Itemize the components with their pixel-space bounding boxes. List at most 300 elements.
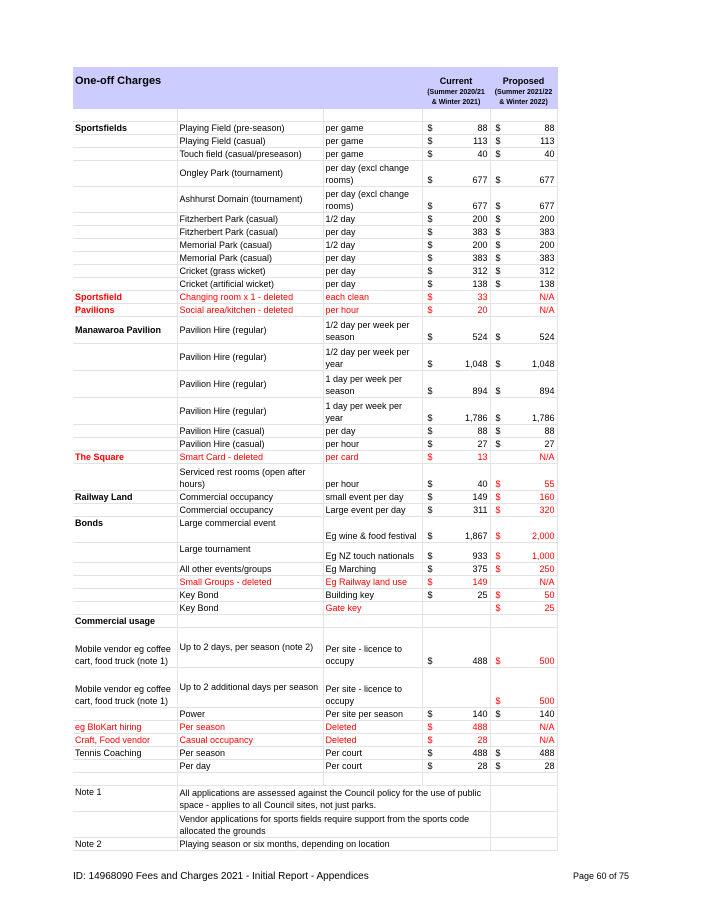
proposed-fee-value: 200	[539, 213, 555, 224]
current-fee	[422, 503, 490, 516]
current-fee	[422, 225, 490, 238]
note-label: Note 1	[73, 785, 177, 811]
row-unit: 1/2 day	[323, 212, 422, 225]
current-fee-value: 25	[477, 589, 488, 600]
note-text: Vendor applications for sports fields require support from the sports code allocated the grounds	[177, 811, 490, 837]
row-section	[73, 759, 177, 772]
proposed-fee-value: N/A	[539, 304, 555, 315]
row-unit: Eg Railway land use	[323, 575, 422, 588]
proposed-fee-value: 2,000	[531, 530, 555, 541]
current-fee	[422, 588, 490, 601]
table-row	[73, 186, 557, 212]
row-section: Pavilions	[73, 303, 177, 316]
current-fee	[422, 277, 490, 290]
row-section	[73, 264, 177, 277]
current-fee	[422, 575, 490, 588]
currency-symbol: $	[427, 304, 433, 315]
currency-symbol: $	[427, 239, 433, 250]
row-section: Craft, Food vendor	[73, 733, 177, 746]
row-unit: Per site - licence to occupy	[323, 627, 422, 667]
row-item: Casual occupancy	[177, 733, 323, 746]
note-row	[73, 811, 557, 837]
currency-symbol: $	[495, 226, 501, 237]
row-section: Sportsfields	[73, 121, 177, 134]
current-fee	[422, 627, 490, 667]
current-fee	[422, 343, 490, 370]
proposed-fee	[490, 562, 557, 575]
current-fee-value: 383	[472, 226, 488, 237]
currency-symbol: $	[495, 491, 501, 502]
row-section	[73, 277, 177, 290]
proposed-fee	[490, 575, 557, 588]
row-section	[73, 370, 177, 397]
row-item: Key Bond	[177, 601, 323, 614]
row-item: Pavilion Hire (regular)	[177, 343, 323, 370]
proposed-fee-value: 140	[539, 708, 555, 719]
row-item: All other events/groups	[177, 562, 323, 575]
currency-symbol: $	[427, 385, 433, 396]
row-unit: Eg Marching	[323, 562, 422, 575]
currency-symbol: $	[427, 734, 433, 745]
current-fee	[422, 147, 490, 160]
currency-symbol: $	[427, 550, 433, 561]
current-fee	[422, 238, 490, 251]
proposed-period: (Summer 2021/22 & Winter 2022)	[490, 87, 557, 108]
current-fee-value: 488	[472, 721, 488, 732]
row-unit: 1 day per week per season	[323, 370, 422, 397]
currency-symbol: $	[427, 576, 433, 587]
row-unit: per card	[323, 450, 422, 463]
row-section	[73, 212, 177, 225]
row-unit: per day (excl change rooms)	[323, 186, 422, 212]
row-item: Playing Field (casual)	[177, 134, 323, 147]
table-row	[73, 225, 557, 238]
current-fee-value: 88	[477, 122, 488, 133]
row-item: Touch field (casual/preseason)	[177, 147, 323, 160]
proposed-fee-value: 55	[544, 478, 555, 489]
currency-symbol: $	[427, 135, 433, 146]
row-unit: 1/2 day per week per year	[323, 343, 422, 370]
proposed-fee	[490, 759, 557, 772]
proposed-fee-value: 25	[544, 602, 555, 613]
row-section	[73, 147, 177, 160]
proposed-fee-value: 383	[539, 252, 555, 263]
proposed-fee-value: 88	[544, 122, 555, 133]
table-row	[73, 707, 557, 720]
current-fee-value: 88	[477, 425, 488, 436]
currency-symbol: $	[495, 425, 501, 436]
row-item	[177, 614, 323, 627]
row-item: Power	[177, 707, 323, 720]
row-unit: small event per day	[323, 490, 422, 503]
proposed-fee-value: 524	[539, 331, 555, 342]
row-item: Key Bond	[177, 588, 323, 601]
current-fee	[422, 424, 490, 437]
row-unit: per hour	[323, 463, 422, 490]
proposed-fee-value: 50	[544, 589, 555, 600]
current-fee-value: 894	[472, 385, 488, 396]
row-unit: Building key	[323, 588, 422, 601]
table-row	[73, 575, 557, 588]
row-unit: per hour	[323, 303, 422, 316]
current-fee	[422, 134, 490, 147]
row-item: Up to 2 additional days per season	[177, 667, 323, 707]
row-section	[73, 562, 177, 575]
table-row	[73, 746, 557, 759]
currency-symbol: $	[495, 252, 501, 263]
current-fee-value: 524	[472, 331, 488, 342]
current-fee	[422, 264, 490, 277]
row-unit: per day (excl change rooms)	[323, 160, 422, 186]
current-fee	[422, 733, 490, 746]
current-fee-value: 149	[472, 576, 488, 587]
spacer-row	[73, 772, 557, 785]
currency-symbol: $	[495, 504, 501, 515]
row-section	[73, 251, 177, 264]
current-fee-value: 311	[473, 504, 488, 515]
row-item: Changing room x 1 - deleted	[177, 290, 323, 303]
currency-symbol: $	[495, 122, 501, 133]
table-row	[73, 290, 557, 303]
table-row	[73, 343, 557, 370]
table-row	[73, 277, 557, 290]
proposed-fee-value: 488	[539, 747, 555, 758]
current-fee	[422, 614, 490, 627]
row-section: Commercial usage	[73, 614, 177, 627]
row-item: Cricket (grass wicket)	[177, 264, 323, 277]
row-item: Per season	[177, 720, 323, 733]
row-section	[73, 588, 177, 601]
currency-symbol: $	[495, 213, 501, 224]
proposed-fee	[490, 516, 557, 542]
current-fee	[422, 601, 490, 614]
row-item: Pavilion Hire (regular)	[177, 370, 323, 397]
row-item: Social area/kitchen - deleted	[177, 303, 323, 316]
current-fee-value: 200	[472, 213, 488, 224]
currency-symbol: $	[427, 708, 433, 719]
proposed-fee	[490, 160, 557, 186]
proposed-fee-value: 500	[539, 655, 555, 666]
row-section	[73, 186, 177, 212]
row-item: Fitzherbert Park (casual)	[177, 212, 323, 225]
currency-symbol: $	[495, 602, 501, 613]
row-unit: per game	[323, 134, 422, 147]
currency-symbol: $	[427, 278, 433, 289]
currency-symbol: $	[495, 550, 501, 561]
row-unit: Per site - licence to occupy	[323, 667, 422, 707]
current-period: (Summer 2020/21 & Winter 2021)	[422, 87, 490, 108]
row-section	[73, 707, 177, 720]
row-section: Sportsfield	[73, 290, 177, 303]
table-row	[73, 733, 557, 746]
currency-symbol: $	[427, 148, 433, 159]
current-fee	[422, 437, 490, 450]
proposed-fee-value: N/A	[539, 291, 555, 302]
current-fee	[422, 370, 490, 397]
currency-symbol: $	[427, 226, 433, 237]
row-section	[73, 134, 177, 147]
current-fee-value: 383	[472, 252, 488, 263]
currency-symbol: $	[495, 239, 501, 250]
table-row	[73, 627, 557, 667]
row-item: Ongley Park (tournament)	[177, 160, 323, 186]
row-section	[73, 601, 177, 614]
current-fee-value: 312	[472, 265, 488, 276]
proposed-fee-value: 500	[539, 695, 555, 706]
current-fee	[422, 562, 490, 575]
row-unit: per day	[323, 225, 422, 238]
current-fee-value: 28	[477, 760, 488, 771]
row-section	[73, 542, 177, 562]
current-fee	[422, 667, 490, 707]
currency-symbol: $	[495, 265, 501, 276]
row-unit: Eg wine & food festival	[323, 516, 422, 542]
proposed-fee-value: N/A	[539, 451, 555, 462]
row-section: eg BloKart hiring	[73, 720, 177, 733]
proposed-fee-value: 677	[539, 174, 555, 185]
row-unit: per hour	[323, 437, 422, 450]
row-item: Pavilion Hire (regular)	[177, 316, 323, 343]
row-section	[73, 238, 177, 251]
row-section	[73, 397, 177, 424]
current-fee	[422, 463, 490, 490]
proposed-fee	[490, 277, 557, 290]
table-row	[73, 303, 557, 316]
row-unit: 1 day per week per year	[323, 397, 422, 424]
proposed-fee-value: 320	[539, 504, 555, 515]
proposed-fee	[490, 264, 557, 277]
note-row	[73, 837, 557, 850]
currency-symbol: $	[427, 589, 433, 600]
proposed-fee-value: 200	[539, 239, 555, 250]
row-section: Mobile vendor eg coffee cart, food truck (note 1)	[73, 667, 177, 707]
proposed-fee-value: N/A	[539, 734, 555, 745]
proposed-fee-value: 312	[539, 265, 555, 276]
table-row	[73, 463, 557, 490]
current-fee	[422, 759, 490, 772]
proposed-fee	[490, 186, 557, 212]
currency-symbol: $	[495, 174, 501, 185]
proposed-fee-value: 113	[540, 135, 555, 146]
proposed-fee	[490, 450, 557, 463]
currency-symbol: $	[427, 358, 433, 369]
row-item: Fitzherbert Park (casual)	[177, 225, 323, 238]
currency-symbol: $	[495, 708, 501, 719]
table-row	[73, 147, 557, 160]
current-fee	[422, 303, 490, 316]
currency-symbol: $	[495, 747, 501, 758]
note-label	[73, 811, 177, 837]
current-fee	[422, 707, 490, 720]
currency-symbol: $	[427, 331, 433, 342]
row-unit: per game	[323, 147, 422, 160]
current-fee-value: 200	[472, 239, 488, 250]
proposed-fee	[490, 503, 557, 516]
row-unit: 1/2 day	[323, 238, 422, 251]
row-unit: each clean	[323, 290, 422, 303]
note-text: All applications are assessed against the Council policy for the use of public space - applies to all Council sites, not just parks.	[177, 785, 490, 811]
table-row	[73, 588, 557, 601]
currency-symbol: $	[427, 760, 433, 771]
proposed-fee-value: 1,048	[531, 358, 555, 369]
row-unit: per day	[323, 277, 422, 290]
current-fee-value: 113	[473, 135, 488, 146]
proposed-header: Proposed	[490, 67, 557, 87]
current-fee-value: 40	[477, 148, 488, 159]
currency-symbol: $	[427, 213, 433, 224]
table-row	[73, 424, 557, 437]
row-section	[73, 437, 177, 450]
currency-symbol: $	[427, 200, 433, 211]
proposed-fee	[490, 134, 557, 147]
table-row	[73, 503, 557, 516]
row-item: Ashhurst Domain (tournament)	[177, 186, 323, 212]
currency-symbol: $	[495, 478, 501, 489]
row-unit: per game	[323, 121, 422, 134]
row-section: Railway Land	[73, 490, 177, 503]
proposed-fee-value: 250	[539, 563, 555, 574]
currency-symbol: $	[495, 412, 501, 423]
table-row	[73, 601, 557, 614]
footer-page-number: Page 60 of 75	[572, 871, 629, 881]
row-section: Tennis Coaching	[73, 746, 177, 759]
currency-symbol: $	[427, 504, 433, 515]
current-fee-value: 488	[472, 747, 488, 758]
row-item: Large tournament	[177, 542, 323, 562]
row-unit: per day	[323, 264, 422, 277]
current-fee	[422, 397, 490, 424]
proposed-fee-value: 138	[539, 278, 555, 289]
row-unit: Per court	[323, 759, 422, 772]
current-fee-value: 33	[477, 291, 488, 302]
current-fee	[422, 290, 490, 303]
proposed-fee-value: 40	[544, 148, 555, 159]
currency-symbol: $	[427, 425, 433, 436]
proposed-fee-value: 677	[539, 200, 555, 211]
table-row	[73, 160, 557, 186]
row-item: Smart Card - deleted	[177, 450, 323, 463]
row-item: Memorial Park (casual)	[177, 251, 323, 264]
row-unit: Eg NZ touch nationals	[323, 542, 422, 562]
current-fee-value: 677	[472, 174, 488, 185]
currency-symbol: $	[427, 563, 433, 574]
row-section: The Square	[73, 450, 177, 463]
current-fee-value: 375	[472, 563, 488, 574]
proposed-fee-value: 1,000	[531, 550, 555, 561]
proposed-fee-value: 28	[544, 760, 555, 771]
row-section: Mobile vendor eg coffee cart, food truck (note 1)	[73, 627, 177, 667]
currency-symbol: $	[495, 563, 501, 574]
table-row	[73, 134, 557, 147]
row-item: Up to 2 days, per season (note 2)	[177, 627, 323, 667]
row-section	[73, 575, 177, 588]
row-section	[73, 225, 177, 238]
proposed-fee-value: 383	[539, 226, 555, 237]
current-fee	[422, 542, 490, 562]
note-label: Note 2	[73, 837, 177, 850]
current-fee	[422, 212, 490, 225]
proposed-fee	[490, 490, 557, 503]
current-fee-value: 28	[477, 734, 488, 745]
currency-symbol: $	[427, 252, 433, 263]
table-row	[73, 759, 557, 772]
row-unit: per day	[323, 424, 422, 437]
proposed-fee	[490, 542, 557, 562]
currency-symbol: $	[427, 174, 433, 185]
row-unit: per day	[323, 251, 422, 264]
current-fee	[422, 720, 490, 733]
proposed-fee	[490, 733, 557, 746]
row-item: Pavilion Hire (casual)	[177, 437, 323, 450]
currency-symbol: $	[427, 721, 433, 732]
row-item: Large commercial event	[177, 516, 323, 542]
row-item: Pavilion Hire (regular)	[177, 397, 323, 424]
current-fee	[422, 450, 490, 463]
proposed-fee	[490, 343, 557, 370]
currency-symbol: $	[495, 438, 501, 449]
current-fee-value: 13	[477, 451, 488, 462]
row-unit: 1/2 day per week per season	[323, 316, 422, 343]
table-title: One-off Charges	[73, 67, 177, 87]
table-row	[73, 316, 557, 343]
row-unit: Per site per season	[323, 707, 422, 720]
table-row	[73, 490, 557, 503]
proposed-fee-value: N/A	[539, 721, 555, 732]
proposed-fee	[490, 121, 557, 134]
proposed-fee	[490, 667, 557, 707]
currency-symbol: $	[427, 747, 433, 758]
proposed-fee	[490, 746, 557, 759]
current-fee	[422, 316, 490, 343]
current-fee	[422, 186, 490, 212]
row-section	[73, 160, 177, 186]
current-fee-value: 933	[472, 550, 488, 561]
current-fee-value: 27	[477, 438, 488, 449]
proposed-fee-value: 894	[539, 385, 555, 396]
table-row	[73, 720, 557, 733]
proposed-fee	[490, 225, 557, 238]
proposed-fee	[490, 627, 557, 667]
row-unit: Gate key	[323, 601, 422, 614]
current-fee-value: 149	[472, 491, 488, 502]
row-section	[73, 343, 177, 370]
proposed-fee	[490, 707, 557, 720]
current-fee	[422, 516, 490, 542]
currency-symbol: $	[495, 655, 501, 666]
proposed-fee	[490, 424, 557, 437]
proposed-fee	[490, 601, 557, 614]
proposed-fee	[490, 147, 557, 160]
currency-symbol: $	[495, 589, 501, 600]
currency-symbol: $	[495, 278, 501, 289]
row-section	[73, 503, 177, 516]
proposed-fee-value: 1,786	[531, 412, 555, 423]
currency-symbol: $	[495, 760, 501, 771]
row-item: Serviced rest rooms (open after hours)	[177, 463, 323, 490]
proposed-fee	[490, 212, 557, 225]
row-item: Per day	[177, 759, 323, 772]
currency-symbol: $	[427, 265, 433, 276]
current-fee-value: 138	[472, 278, 488, 289]
row-item: Pavilion Hire (casual)	[177, 424, 323, 437]
proposed-fee	[490, 238, 557, 251]
proposed-fee	[490, 614, 557, 627]
row-unit	[323, 614, 422, 627]
current-fee-value: 677	[472, 200, 488, 211]
current-fee-value: 20	[477, 304, 488, 315]
row-unit: Per court	[323, 746, 422, 759]
current-fee-value: 1,786	[464, 412, 488, 423]
